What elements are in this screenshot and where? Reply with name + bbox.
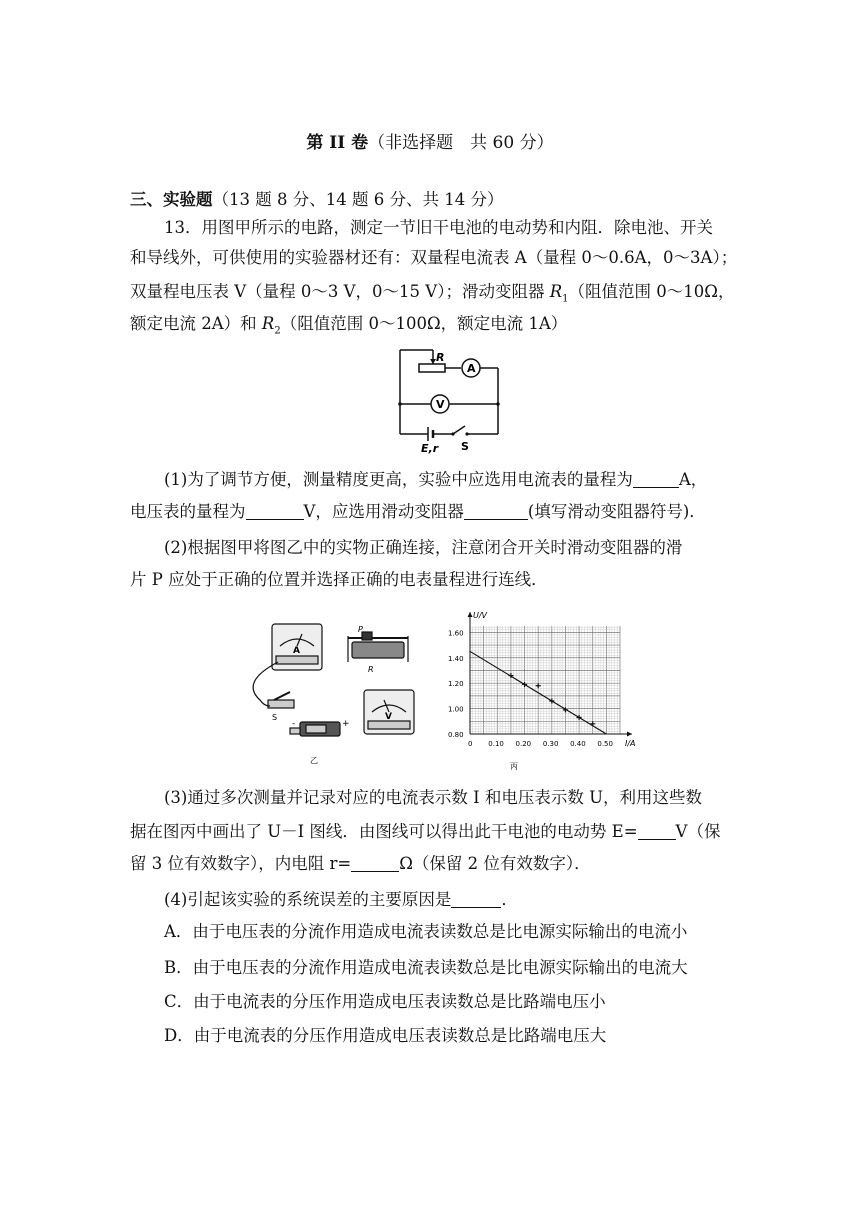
- data-point: [577, 715, 582, 720]
- p3-line-b: [130, 820, 720, 844]
- q13-line1: 13．用图甲所示的电路，测定一节旧干电池的电动势和内阻．除电池、开关: [164, 218, 713, 237]
- p1-b: 电压表的量程为: [130, 502, 246, 521]
- data-point: [590, 721, 595, 726]
- y-tick-label: 0.80: [448, 731, 464, 739]
- graph-grid: [470, 626, 620, 734]
- circuit-label-v: V: [436, 398, 445, 411]
- x-axis-label: I/A: [625, 739, 636, 748]
- answer-blank-rheostat[interactable]: [464, 503, 528, 520]
- q13-line2: 和导线外，可供使用的实验器材还有：双量程电流表 A（量程 0～0.6A，0～3A）；: [130, 248, 738, 267]
- y-tick-label: 1.20: [448, 680, 464, 689]
- circuit-label-s: S: [461, 440, 469, 453]
- q13-line3: [130, 280, 734, 311]
- circuit-label-er: E,r: [421, 442, 439, 455]
- answer-blank-current-range[interactable]: [633, 471, 679, 488]
- p3-line-a: (3)通过多次测量并记录对应的电流表示数 I 和电压表示数 U，利用这些数: [164, 788, 703, 807]
- y-axis-label: U/V: [473, 611, 488, 620]
- p1-line-a: [164, 468, 707, 492]
- answer-blank-emf[interactable]: [638, 823, 676, 840]
- p3-c2: Ω（保留 2 位有效数字）．: [399, 854, 591, 873]
- battery-plus-label: +: [342, 719, 350, 729]
- switch-s-label: S: [272, 713, 278, 722]
- x-tick-label: 0.20: [515, 740, 532, 748]
- y-tick-label: 1.60: [448, 629, 464, 638]
- y-tick-label: 1.40: [448, 654, 464, 663]
- p3-c1: 留 3 位有效数字），内电阻 r=: [130, 854, 352, 873]
- p4-a: (4)引起该实验的系统误差的主要原因是: [164, 890, 452, 909]
- p1-b-mid: V，应选用滑动变阻器: [303, 502, 464, 521]
- x-tick-label: 0: [468, 740, 473, 748]
- q13-line4: [130, 312, 567, 343]
- figure-bing-caption: 丙: [510, 762, 518, 771]
- slider-p-label: P: [358, 625, 363, 634]
- data-point: [536, 683, 541, 688]
- option-c[interactable]: C．由于电流表的分压作用造成电压表读数总是比路端电压小: [164, 992, 606, 1011]
- x-tick-label: 0.40: [570, 740, 586, 748]
- section-title-rest: （非选择题 共 60 分）: [368, 133, 554, 153]
- rheostat-r-label: R: [368, 665, 374, 674]
- circuit-diagram: [395, 346, 505, 456]
- section3-bold: 三、实验题: [130, 190, 213, 209]
- voltmeter-label: V: [385, 712, 392, 722]
- q13-l3b: （阻值范围 0～10Ω，: [568, 282, 735, 301]
- p1-a-end: A，: [678, 470, 708, 489]
- q13-l4b: （阻值范围 0～100Ω，额定电流 1A）: [280, 314, 568, 333]
- x-axis-arrow: [627, 732, 632, 737]
- p1-line-b: [130, 500, 706, 524]
- ammeter-label: A: [293, 646, 300, 656]
- x-tick-label: 0.30: [542, 740, 559, 748]
- circuit-label-a: A: [467, 362, 476, 375]
- r1-symbol: R: [549, 282, 563, 301]
- figure-yi-caption: 乙: [310, 756, 318, 765]
- option-a[interactable]: A．由于电压表的分流作用造成电流表读数总是比电源实际输出的电流小: [164, 922, 688, 941]
- q13-l3a: 双量程电压表 V（量程 0～3 V，0～15 V）；滑动变阻器: [130, 282, 550, 301]
- x-tick-label: 0.10: [488, 740, 504, 748]
- y-tick-label: 1.00: [448, 705, 464, 714]
- p1-a: (1)为了调节方便，测量精度更高，实验中应选用电流表的量程为: [164, 470, 633, 489]
- r1-sub: 1: [562, 293, 569, 305]
- answer-blank-error-cause[interactable]: [451, 891, 501, 908]
- x-tick-label: 0.50: [597, 740, 613, 748]
- p3-b1: 据在图丙中画出了 U－I 图线．由图线可以得出此干电池的电动势 E=: [130, 822, 638, 841]
- circuit-label-r: R: [436, 351, 445, 364]
- p4-line: [164, 888, 518, 912]
- p1-b-end: (填写滑动变阻器符号)．: [527, 502, 706, 521]
- option-d[interactable]: D．由于电流表的分压作用造成电压表读数总是比路端电压大: [164, 1026, 607, 1045]
- section-title: [0, 128, 860, 153]
- answer-blank-resistance[interactable]: [351, 855, 399, 872]
- apparatus-figure: [240, 622, 420, 772]
- section3-rest: （13 题 8 分、14 题 6 分、共 14 分）: [212, 190, 504, 209]
- p2-line-a: (2)根据图甲将图乙中的实物正确连接，注意闭合开关时滑动变阻器的滑: [164, 538, 683, 557]
- section-title-bold: 第 II 卷: [306, 133, 369, 153]
- battery-minus-label: -: [292, 719, 296, 729]
- p3-b2: V（保: [675, 822, 721, 841]
- data-point: [549, 698, 554, 703]
- data-point: [522, 682, 527, 687]
- p2-line-b: 片 P 应处于正确的位置并选择正确的电表量程进行连线．: [130, 570, 548, 589]
- p3-line-c: [130, 852, 591, 876]
- p4-a-end: ．: [501, 890, 518, 909]
- r2-sub: 2: [274, 325, 281, 337]
- ui-graph: [440, 604, 650, 776]
- section3-heading: [130, 188, 503, 212]
- r2-symbol: R: [261, 314, 275, 333]
- answer-blank-voltage-range[interactable]: [246, 503, 304, 520]
- option-b[interactable]: B．由于电压表的分流作用造成电流表读数总是比电源实际输出的电流大: [164, 958, 688, 977]
- graph-axes: [448, 611, 636, 748]
- y-axis-arrow: [468, 612, 473, 617]
- q13-l4a: 额定电流 2A）和: [130, 314, 262, 333]
